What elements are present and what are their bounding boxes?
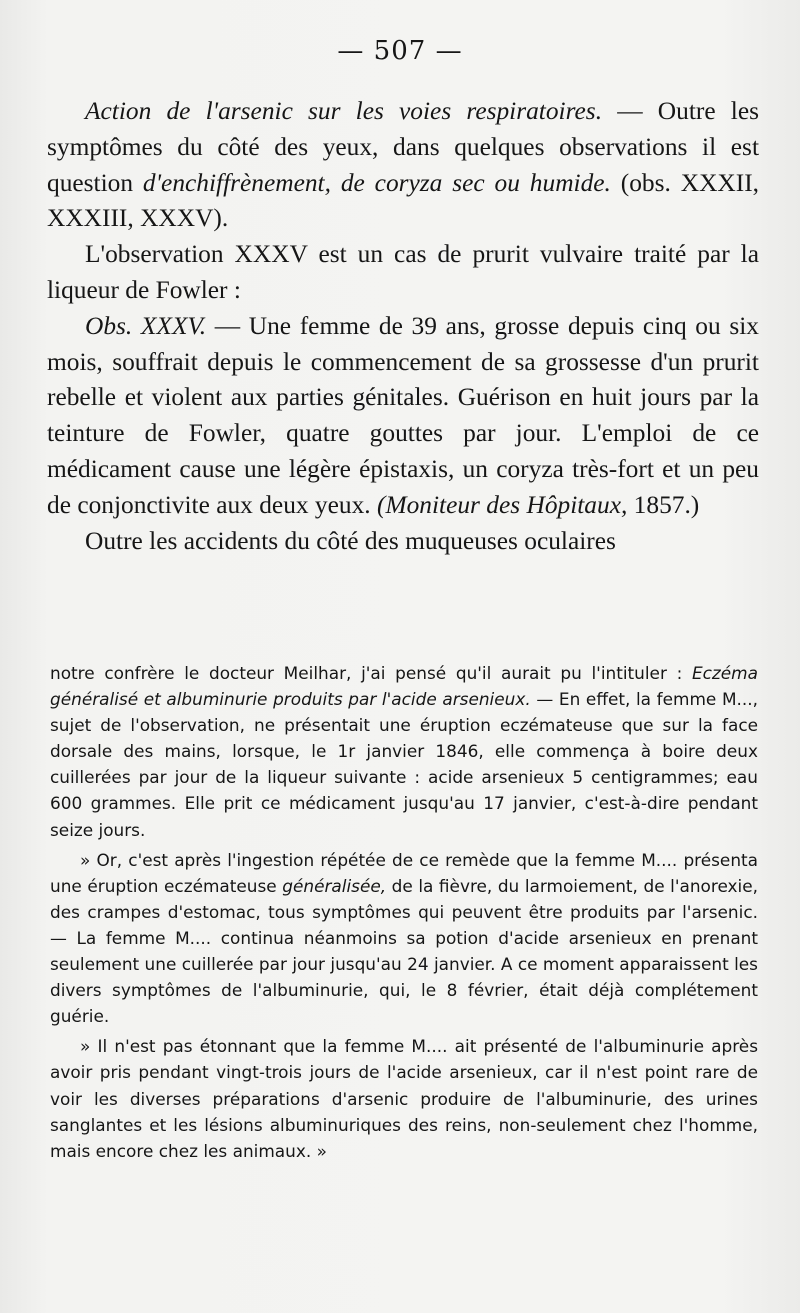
quote-paragraph-2 (50, 847, 758, 1030)
quote-italic-word: généralisée, (282, 875, 387, 896)
quote-text: — En effet, la femme M..., sujet de l'observation, ne présentait une éruption eczémateuse que sur la face dorsale des mains, lorsque, le 1r janvier 1846, elle commença à boire deux cuillerées par jour de la liqueur suivante : acide arsenieux 5 centigrammes; eau 600 grammes. Elle prit ce médicament jusqu'au 17 janvier, c'est-à-dire pendant seize jours. (50, 689, 758, 840)
paragraph-text: (obs. XXXII, XXXIII, XXXV). (47, 168, 759, 233)
main-text (47, 94, 759, 559)
paragraph-text: — Outre les symptômes du côté des yeux, dans quelques observations il est question (47, 97, 759, 197)
quote-text: » Or, c'est après l'ingestion répétée de ce remède que la femme M.... présenta une éruption eczémateuse (50, 849, 758, 896)
page-number: — 507 — (337, 36, 463, 66)
paragraph-mucous-intro: Outre les accidents du côté des muqueuses oculaires (85, 526, 616, 555)
paragraph-text: 1857.) (627, 490, 700, 519)
paragraph-observation-intro: L'observation XXXV est un cas de prurit vulvaire traité par la liqueur de Fowler : (47, 240, 759, 304)
quote-text: de la fièvre, du larmoiement, de l'anorexie, des crampes d'estomac, tous symptômes qui peuvent être produits par l'arsenic. — La femme M.... continua néanmoins sa potion d'acide arsenieux en prenant seulement une cuillerée par jour jusqu'au 24 janvier. A ce moment apparaissent les divers symptômes de l'albuminurie, qui, le 8 février, était déjà complétement guérie. (50, 875, 758, 1027)
paragraph-observation-xxxv (47, 309, 759, 524)
quote-italic-title: Eczéma généralisé et albuminurie produits par l'acide arsenieux. (50, 663, 758, 710)
italic-phrase: d'enchiffrènement, de coryza sec ou humide. (142, 168, 611, 197)
quote-paragraph-1 (50, 660, 758, 843)
quoted-block (50, 660, 758, 1164)
quote-paragraph-3: » Il n'est pas étonnant que la femme M.... ait présenté de l'albuminurie après avoir pris pendant vingt-trois jours de l'acide arsenieux, car il n'est point rare de voir les diverses préparations d'arsenic produire de l'albuminurie, des urines sanglantes et les lésions albuminuriques des reins, non-seulement chez l'homme, mais encore chez les animaux. » (50, 1036, 758, 1161)
observation-label: Obs. XXXV. (85, 311, 207, 340)
paragraph-arsenic-respiratory (47, 94, 759, 237)
paragraph-text: — Une femme de 39 ans, grosse depuis cinq ou six mois, souffrait depuis le commencement de sa grossesse d'un prurit rebelle et violent aux parties génitales. Guérison en huit jours par la teinture de Fowler, quatre gouttes par jour. L'emploi de ce médicament cause une légère épistaxis, un coryza très-fort et un peu de conjonctivite aux deux yeux. (47, 311, 759, 519)
citation-source: (Moniteur des Hôpitaux, (376, 490, 628, 519)
section-heading: Action de l'arsenic sur les voies respiratoires. (85, 97, 603, 125)
quote-text: notre confrère le docteur Meilhar, j'ai pensé qu'il aurait pu l'intituler : (50, 663, 692, 683)
